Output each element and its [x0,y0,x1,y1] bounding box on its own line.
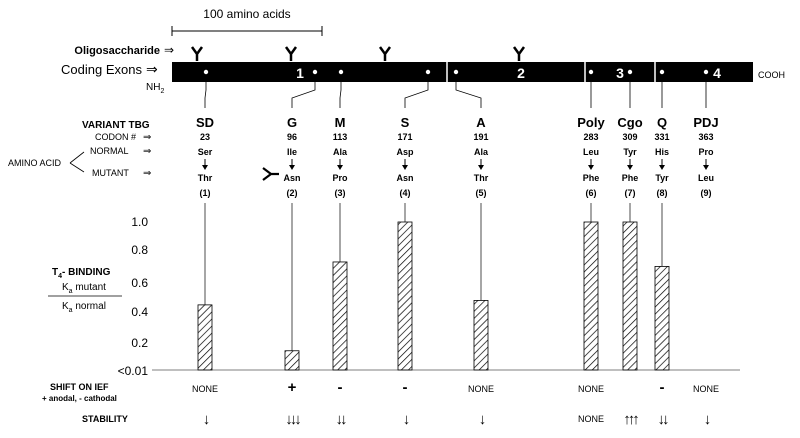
variant-name: A [476,115,486,130]
binding-bar [398,222,412,370]
oligosaccharide-icon [192,47,524,61]
y-tick: 1.0 [131,215,148,229]
exon-label: 4 [713,65,721,81]
y-tick: 0.8 [131,243,148,257]
binding-bar [655,266,669,370]
binding-bar [198,305,212,370]
substitution-arrow-head [402,165,408,170]
codon-label: CODON # [95,132,137,142]
normal-residue: Tyr [623,147,637,157]
reference-number: (1) [199,188,211,198]
mutation-site-dot [339,70,343,74]
binding-bar [285,351,299,370]
shift-value: + [287,379,297,396]
coding-exons-arrow: ⇒ [146,61,158,77]
mutant-residue: Phe [621,173,639,183]
normal-residue: Pro [698,147,714,157]
codon-number: 23 [199,132,211,142]
amino-acid-bracket [70,152,84,172]
mutant-residue: Leu [697,173,715,183]
variant-name: Poly [577,115,605,130]
y-tick: <0.01 [117,364,148,378]
variant-name: Cgo [617,115,643,130]
mutation-site-dot [704,70,708,74]
codon-number: 309 [622,132,638,142]
substitution-arrow-head [478,165,484,170]
binding-bar [474,300,488,370]
codon-number: 96 [286,132,298,142]
mutant-residue: Asn [283,173,301,183]
binding-bar [584,222,598,370]
ka-mutant-label: $K_a$ mutant [62,282,106,295]
mutant-residue: Thr [197,173,213,183]
oligosaccharide-label: Oligosaccharide [74,45,160,57]
mutation-site-dot [426,70,430,74]
mutant-arrow: ⇒ [143,168,152,179]
shift-value: NONE [692,384,720,394]
shift-value: NONE [191,384,219,394]
variant-columns [192,70,719,428]
mutant-residue: Phe [582,173,600,183]
exon-label: 3 [616,65,624,81]
substitution-arrow-head [337,165,343,170]
mutant-label: MUTANT [92,168,129,178]
reference-number: (5) [475,188,487,198]
normal-residue: Ser [197,147,213,157]
exon-label: 1 [296,65,304,81]
mutant-residue: Tyr [655,173,669,183]
mutant-residue: Thr [473,173,489,183]
codon-number: 283 [583,132,599,142]
mutation-site-dot [628,70,632,74]
normal-residue: Ala [332,147,348,157]
substitution-arrow-head [202,165,208,170]
normal-residue: His [654,147,670,157]
substitution-arrow-head [588,165,594,170]
reference-number: (2) [286,188,298,198]
mutation-site-dot [204,70,208,74]
normal-residue: Asp [396,147,414,157]
connector-line [292,82,315,108]
reference-number: (4) [399,188,411,198]
stability-value: ↓↓ [657,411,667,428]
shift-value: NONE [577,384,605,394]
stability-value: ↓ [402,411,408,428]
cooh-label: COOH [758,70,785,80]
y-tick: 0.6 [131,276,148,290]
stability-value: ↓ [703,411,709,428]
protein-bar [172,62,753,82]
shift-value: - [659,379,665,396]
connector-line [405,82,428,108]
scale-bar [172,7,322,36]
reference-number: (8) [656,188,668,198]
variant-name: SD [195,115,215,130]
stability-value: NONE [577,414,605,424]
reference-number: (7) [624,188,636,198]
reference-number: (3) [334,188,346,198]
oligosaccharide-arrow: ⇒ [164,43,175,57]
shift-title: SHIFT ON IEF [50,382,109,392]
binding-bar [623,222,637,370]
stability-value: ↓↓ [335,411,345,428]
t4-binding-label: $T_4-$ BINDING [52,267,111,280]
ka-normal-label: $K_a$ normal [62,301,106,314]
shift-value: NONE [467,384,495,394]
codon-number: 331 [654,132,670,142]
normal-residue: Leu [582,147,600,157]
variant-name: G [286,115,298,130]
substitution-arrow-head [703,165,709,170]
codon-number: 191 [473,132,489,142]
nh2-label: $NH_2$ [146,82,165,95]
mutant-residue: Pro [332,173,348,183]
stability-value: ↑↑↑ [623,411,637,428]
coding-exons-label: Coding Exons [61,62,142,77]
variant-tbg-label: VARIANT TBG [82,120,150,131]
shift-value: - [337,379,343,396]
connector-line [205,82,206,108]
codon-number: 171 [397,132,413,142]
codon-arrow: ⇒ [143,132,152,143]
normal-label: NORMAL [90,146,129,156]
reference-number: (6) [585,188,597,198]
mutation-site-dot [660,70,664,74]
substitution-arrow-head [289,165,295,170]
exon-label: 2 [517,65,525,81]
normal-residue: Ala [473,147,489,157]
mutant-residue: Asn [396,173,414,183]
variant-name: M [334,115,346,130]
amino-acid-label: AMINO ACID [8,158,62,168]
binding-bar [333,262,347,370]
mutation-site-dot [589,70,593,74]
codon-number: 363 [698,132,714,142]
stability-value: ↓ [202,411,208,428]
shift-value: - [402,379,408,396]
connector-line [456,82,481,108]
normal-residue: Ile [286,147,298,157]
glycosylation-loss-icon [263,168,279,180]
stability-value: ↓↓↓ [285,411,299,428]
scale-label: 100 amino acids [203,7,291,21]
substitution-arrow-head [659,165,665,170]
y-tick: 0.4 [131,305,148,319]
variant-name: S [400,115,410,130]
mutation-site-dot [454,70,458,74]
variant-name: PDJ [693,115,719,130]
mutation-site-dot [313,70,317,74]
connector-line [340,82,341,108]
codon-number: 113 [332,132,348,142]
shift-subtitle: + anodal, - cathodal [42,394,117,403]
stability-value: ↓ [478,411,484,428]
y-tick: 0.2 [131,336,148,350]
normal-arrow: ⇒ [143,146,152,157]
reference-number: (9) [700,188,712,198]
variant-name: Q [656,115,668,130]
substitution-arrow-head [627,165,633,170]
stability-title: STABILITY [82,414,128,424]
